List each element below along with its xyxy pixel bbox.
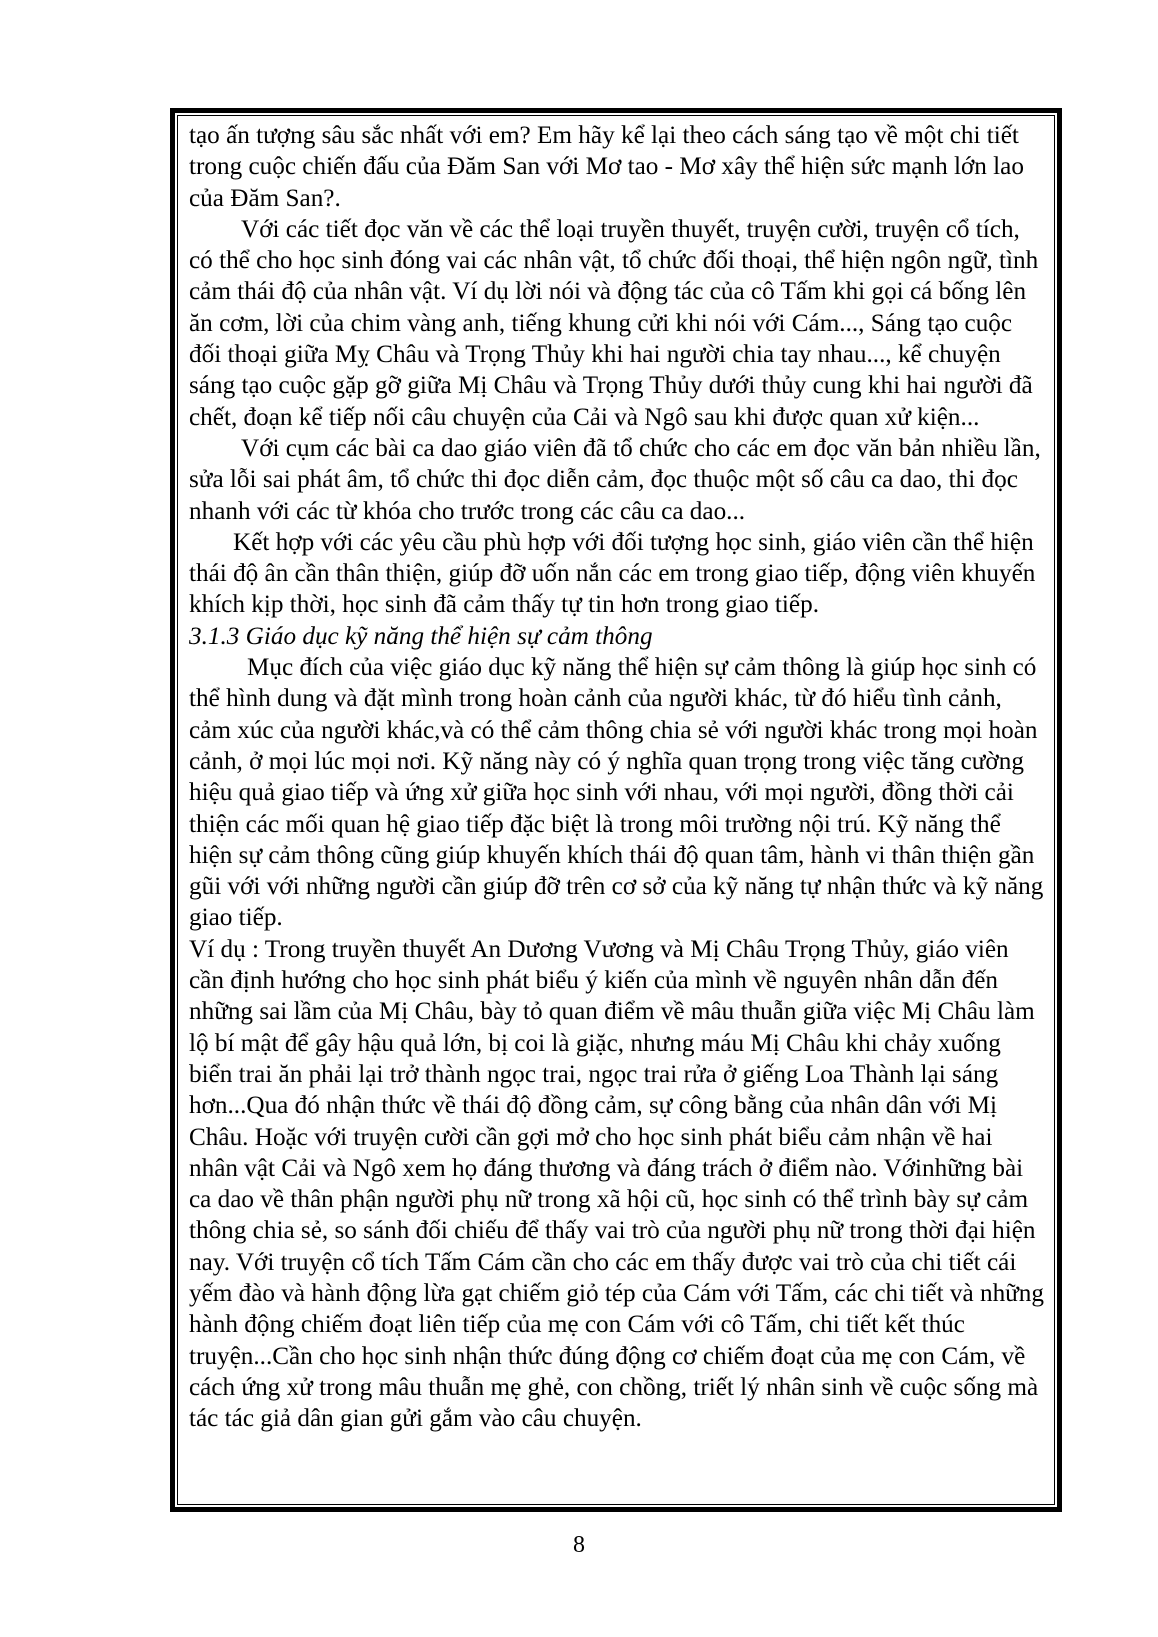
- paragraph-folk-songs: Với cụm các bài ca dao giáo viên đã tổ chức cho các em đọc văn bản nhiều lần, sửa lỗi sai phát âm, tổ chức thi đọc diễn cảm, đọc thuộc một số câu ca dao, thi đọc nhanh với các từ khóa cho trước trong các câu ca dao...: [189, 434, 1041, 525]
- paragraph-empathy-purpose: Mục đích của việc giáo dục kỹ năng thể hiện sự cảm thông là giúp học sinh có thể hình dung và đặt mình trong hoàn cảnh của người khác, từ đó hiểu tình cảnh, cảm xúc của người khác,và có thể cảm thông chia sẻ với người khác trong mọi hoàn cảnh, ở mọi lúc mọi nơi. Kỹ năng này có ý nghĩa quan trọng trong việc tăng cường hiệu quả giao tiếp và ứng xử giữa học sinh với nhau, với mọi người, đồng thời cải thiện các mối quan hệ giao tiếp đặc biệt là trong môi trường nội trú. Kỹ năng thể hiện sự cảm thông cũng giúp khuyến khích thái độ quan tâm, hành vi thân thiện gần gũi với với những người cần giúp đỡ trên cơ sở của kỹ năng tự nhận thức và kỹ năng giao tiếp.: [189, 654, 1044, 932]
- paragraph-example: Ví dụ : Trong truyền thuyết An Dương Vương và Mị Châu Trọng Thủy, giáo viên cần định hướng cho học sinh phát biểu ý kiến của mình về nguyên nhân dẫn đến những sai lầm của Mị Châu, bày tỏ quan điểm về mâu thuẫn giữa việc Mị Châu làm lộ bí mật để gây hậu quả lớn, bị coi là giặc, nhưng máu Mị Châu khi chảy xuống biển trai ăn phải lại trở thành ngọc trai, ngọc trai rửa ở giếng Loa Thành lại sáng hơn...Qua đó nhận thức về thái độ đồng cảm, sự công bằng của nhân dân với Mị Châu. Hoặc với truyện cười cần gợi mở cho học sinh phát biểu cảm nhận về hai nhân vật Cải và Ngô xem họ đáng thương và đáng trách ở điểm nào. Vớinhững bài ca dao về thân phận người phụ nữ trong xã hội cũ, học sinh có thể trình bày sự cảm thông chia sẻ, so sánh đối chiếu để thấy vai trò của người phụ nữ trong thời đại hiện nay. Với truyện cổ tích Tấm Cám cần cho các em thấy được vai trò của chi tiết cái yếm đào và hành động lừa gạt chiếm giỏ tép của Cám với Tấm, các chi tiết và những hành động chiếm đoạt liên tiếp của mẹ con Cám với cô Tấm, chi tiết kết thúc truyện...Cần cho học sinh nhận thức đúng động cơ chiếm đoạt của mẹ con Cám, về cách ứng xử trong mâu thuẫn mẹ ghẻ, con chồng, triết lý nhân sinh về cuộc sống mà tác tác giả dân gian gửi gắm vào câu chuyện.: [189, 935, 1044, 1433]
- paragraph-continuation: tạo ấn tượng sâu sắc nhất với em? Em hãy kể lại theo cách sáng tạo về một chi tiết trong cuộc chiến đấu của Đăm San với Mơ tao - Mơ xây thể hiện sức mạnh lớn lao của Đăm San?.: [189, 122, 1024, 212]
- page-number: 8: [573, 1532, 585, 1558]
- document-body: [189, 120, 1047, 1434]
- section-heading: 3.1.3 Giáo dục kỹ năng thể hiện sự cảm thông: [189, 622, 653, 650]
- paragraph-teacher-attitude: Kết hợp với các yêu cầu phù hợp với đối tượng học sinh, giáo viên cần thể hiện thái độ ân cần thân thiện, giúp đỡ uốn nắn các em trong giao tiếp, động viên khuyến khích kịp thời, học sinh đã cảm thấy tự tin hơn trong giao tiếp.: [189, 528, 1036, 619]
- paragraph-role-play: Với các tiết đọc văn về các thể loại truyền thuyết, truyện cười, truyện cổ tích, có thể cho học sinh đóng vai các nhân vật, tổ chức đối thoại, thể hiện ngôn ngữ, tình cảm thái độ của nhân vật. Ví dụ lời nói và động tác của cô Tấm khi gọi cá bống lên ăn cơm, lời của chim vàng anh, tiếng khung cửi khi nói với Cám..., Sáng tạo cuộc đối thoại giữa Mỵ Châu và Trọng Thủy khi hai người chia tay nhau..., kể chuyện sáng tạo cuộc gặp gỡ giữa Mị Châu và Trọng Thủy dưới thủy cung khi hai người đã chết, đoạn kể tiếp nối câu chuyện của Cải và Ngô sau khi được quan xử kiện...: [189, 215, 1039, 431]
- page-border: [170, 108, 1062, 1512]
